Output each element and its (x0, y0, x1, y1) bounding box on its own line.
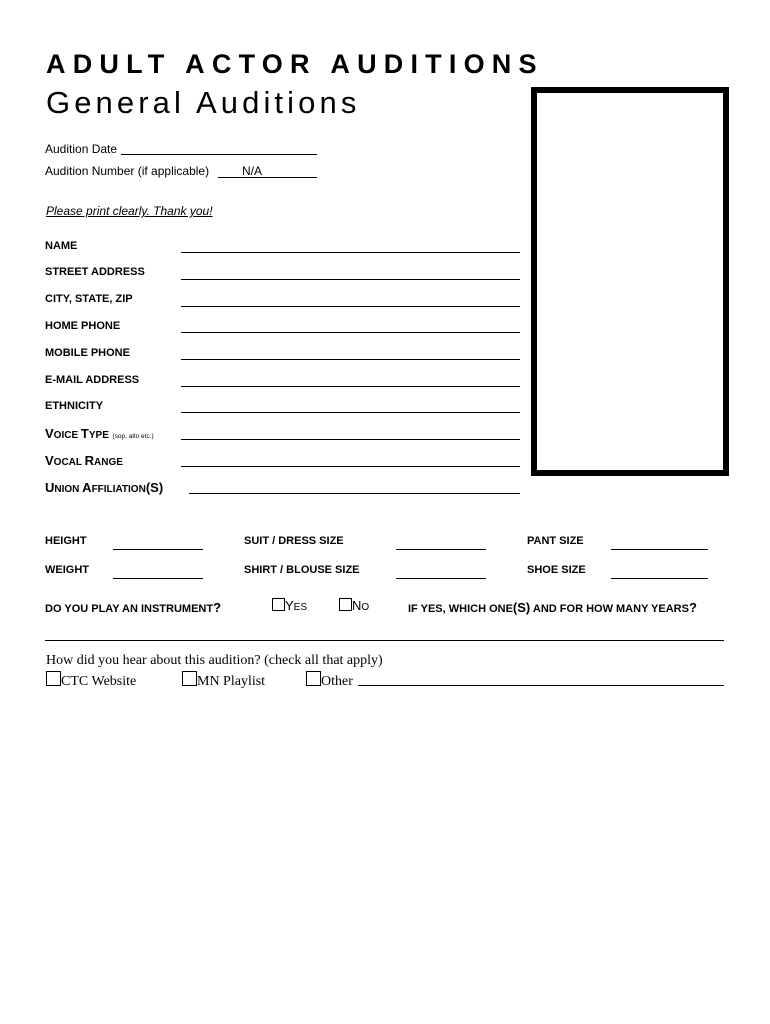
ethnicity-field[interactable] (181, 412, 520, 413)
referral-option-ctc-website: CTC Website (46, 671, 136, 690)
shirt-blouse-size-field[interactable] (396, 578, 486, 579)
street-address-label: STREET ADDRESS (45, 266, 145, 278)
print-clearly-note: Please print clearly. Thank you! (46, 204, 213, 218)
height-label: HEIGHT (45, 535, 87, 547)
other-checkbox[interactable] (306, 671, 321, 686)
yes-checkbox[interactable] (272, 598, 285, 611)
shirt-blouse-size-label: SHIRT / BLOUSE SIZE (244, 564, 360, 576)
weight-label: WEIGHT (45, 564, 89, 576)
referral-option-mn-playlist: MN Playlist (182, 671, 265, 690)
referral-question: How did you hear about this audition? (check all that apply) (46, 653, 383, 668)
form-title: ADULT ACTOR AUDITIONS (46, 49, 544, 79)
city-state-zip-field[interactable] (181, 306, 520, 307)
shoe-size-field[interactable] (611, 578, 708, 579)
shoe-size-label: SHOE SIZE (527, 564, 586, 576)
email-label: E-MAIL ADDRESS (45, 374, 140, 386)
instrument-answer-field[interactable] (45, 640, 724, 641)
instrument-yes-option: YES (272, 598, 307, 615)
city-state-zip-label: CITY, STATE, ZIP (45, 293, 133, 305)
mobile-phone-field[interactable] (181, 359, 520, 360)
mobile-phone-label: MOBILE PHONE (45, 347, 130, 359)
instrument-question: DO YOU PLAY AN INSTRUMENT? (45, 600, 222, 615)
voice-type-hint: (sop, alto etc.) (112, 433, 154, 440)
suit-dress-size-field[interactable] (396, 549, 486, 550)
vocal-range-field[interactable] (181, 466, 520, 467)
audition-date-label: Audition Date (45, 142, 118, 156)
email-field[interactable] (181, 386, 520, 387)
audition-number-label: Audition Number (if applicable) (45, 164, 210, 178)
street-address-field[interactable] (181, 279, 520, 280)
pant-size-label: PANT SIZE (527, 535, 584, 547)
other-specify-field[interactable] (358, 685, 724, 686)
photo-box (531, 87, 729, 476)
audition-number-field[interactable] (218, 177, 317, 178)
name-label: NAME (45, 240, 78, 252)
home-phone-label: HOME PHONE (45, 320, 121, 332)
instrument-followup-label: IF YES, WHICH ONE(S) AND FOR HOW MANY YEARS? (408, 600, 697, 615)
ethnicity-label: ETHNICITY (45, 400, 104, 412)
instrument-no-option: NO (339, 598, 369, 615)
form-subtitle: General Auditions (46, 85, 361, 120)
audition-number-value: N/A (242, 164, 263, 178)
voice-type-label: VOICE TYPE (sop, alto etc.) (45, 426, 154, 441)
vocal-range-label: VOCAL RANGE (45, 453, 123, 468)
referral-option-other: Other (306, 671, 353, 690)
weight-field[interactable] (113, 578, 203, 579)
no-checkbox[interactable] (339, 598, 352, 611)
voice-type-field[interactable] (181, 439, 520, 440)
ctc-website-checkbox[interactable] (46, 671, 61, 686)
pant-size-field[interactable] (611, 549, 708, 550)
audition-date-field[interactable] (121, 154, 317, 155)
name-field[interactable] (181, 252, 520, 253)
home-phone-field[interactable] (181, 332, 520, 333)
union-affiliation-field[interactable] (189, 493, 520, 494)
suit-dress-size-label: SUIT / DRESS SIZE (244, 535, 344, 547)
mn-playlist-checkbox[interactable] (182, 671, 197, 686)
union-affiliation-label: UNION AFFILIATION(S) (45, 480, 164, 495)
height-field[interactable] (113, 549, 203, 550)
